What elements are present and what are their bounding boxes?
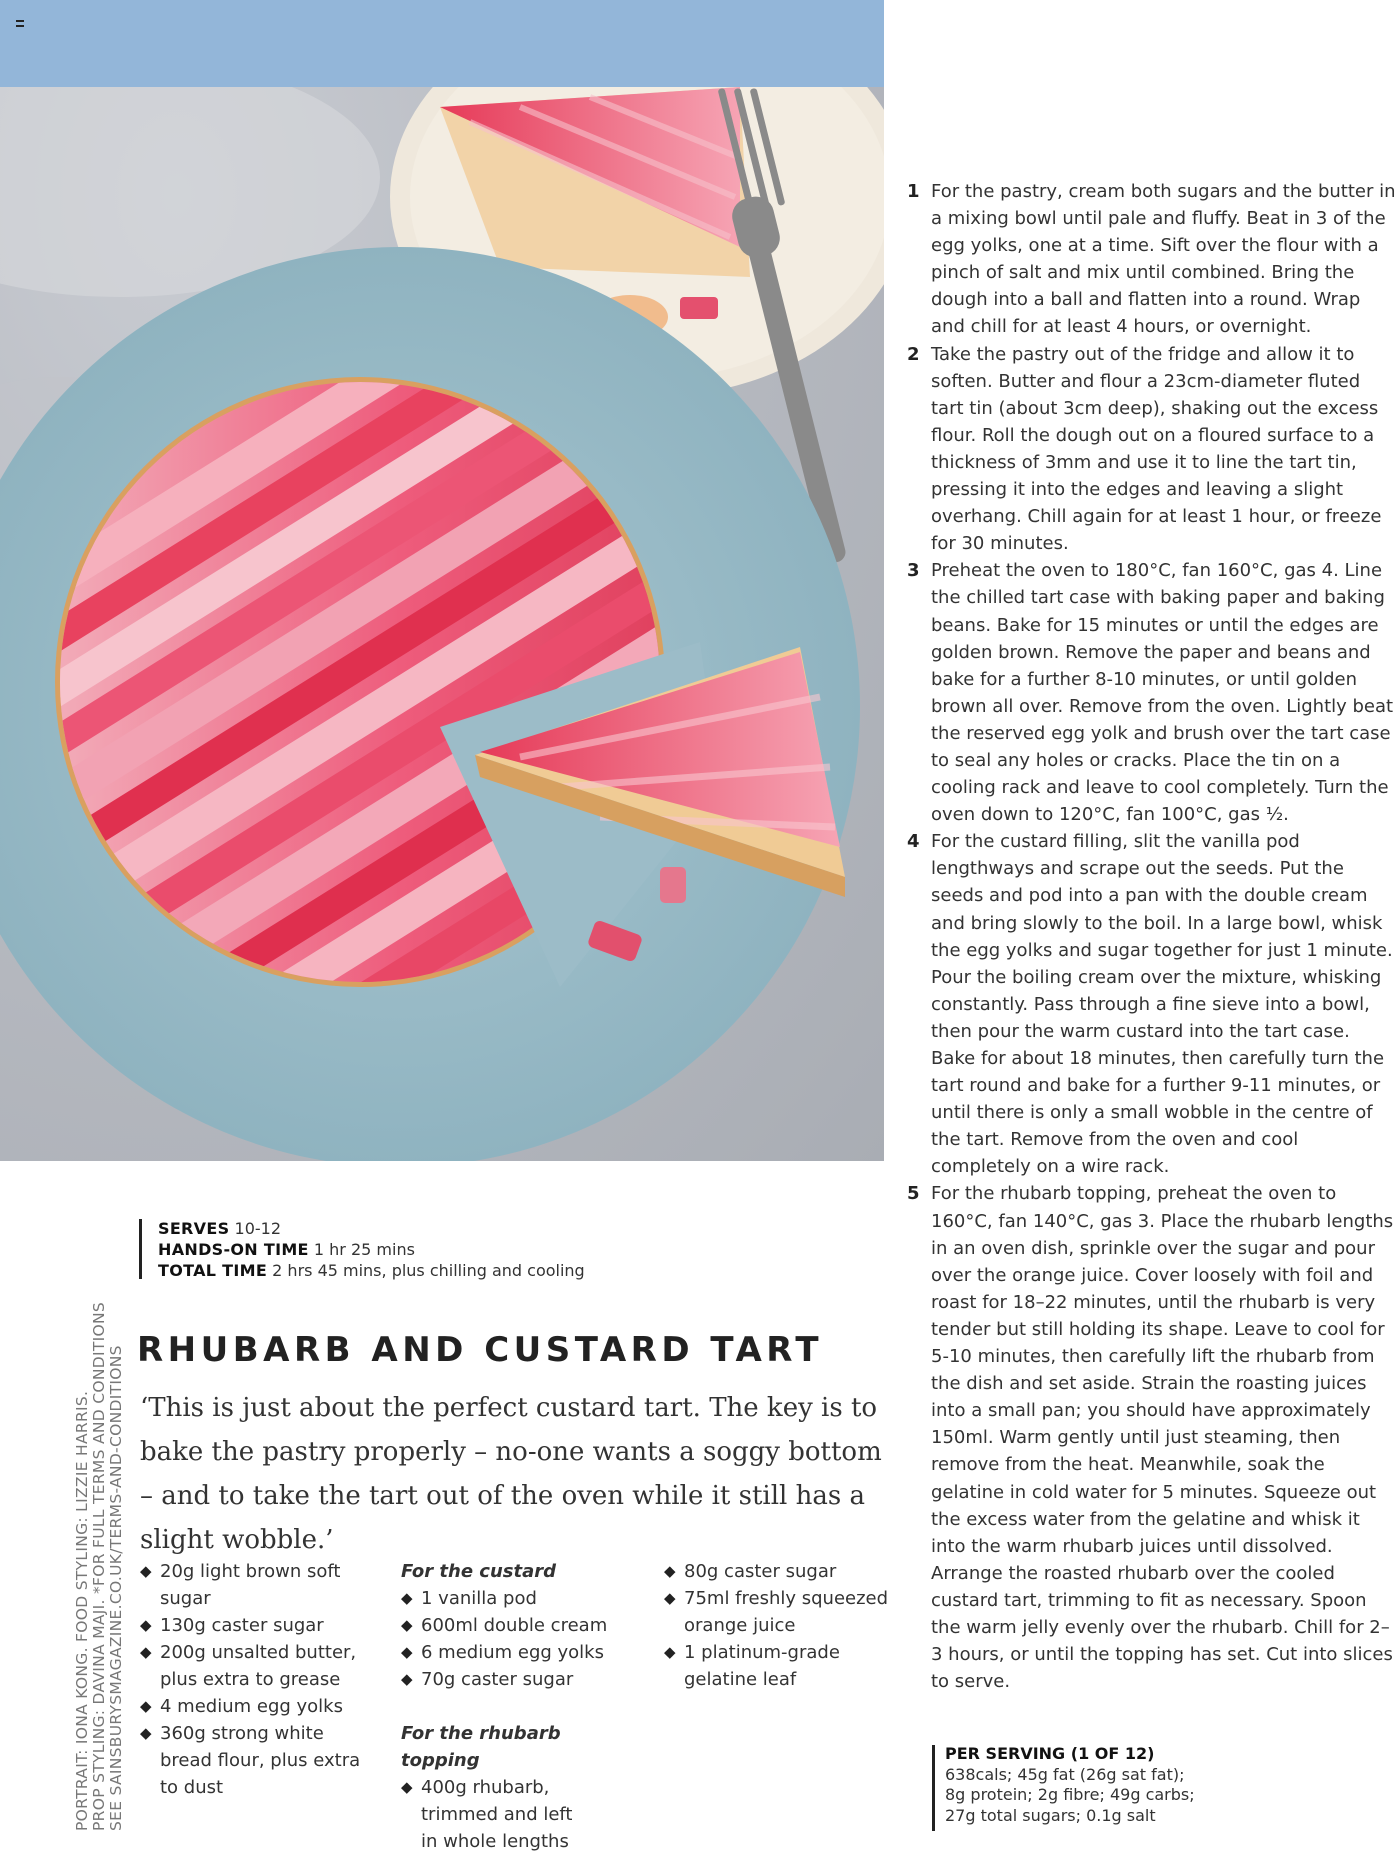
ingredient-item: ◆ 360g strong white bread flour, plus extra to dust xyxy=(140,1720,365,1801)
topping-heading: For the rhubarb topping xyxy=(401,1723,561,1771)
step-number: 1 xyxy=(907,181,920,202)
diamond-bullet-icon: ◆ xyxy=(140,1562,152,1580)
step-number: 5 xyxy=(907,1183,920,1205)
tart-illustration xyxy=(0,87,884,1161)
ingredient-item: ◆ 4 medium egg yolks xyxy=(140,1693,365,1720)
ingredients-column-1 xyxy=(140,1558,365,1801)
method-step xyxy=(907,178,1397,341)
ingredient-item: ◆ 70g caster sugar xyxy=(401,1666,641,1693)
method-steps xyxy=(907,178,1397,1695)
recipe-title: RHUBARB AND CUSTARD TART xyxy=(137,1330,824,1370)
ingredient-item: ◆ 1 platinum-grade gelatine leaf xyxy=(664,1639,864,1693)
credit-line: SEE SAINSBURYSMAGAZINE.CO.UK/TERMS-AND-CONDITIONS xyxy=(107,1345,125,1831)
diamond-bullet-icon: ◆ xyxy=(140,1643,152,1661)
custard-heading: For the custard xyxy=(401,1561,557,1582)
step-number: 3 xyxy=(907,560,920,582)
ingredient-item: ◆ 400g rhubarb, trimmed and left in whole lengths xyxy=(401,1774,591,1855)
credit-line: PROP STYLING: DAVINA MAJI. *FOR FULL TERMS AND CONDITIONS xyxy=(90,1301,108,1831)
method-step xyxy=(907,557,1397,828)
step-text: For the pastry, cream both sugars and the butter in a mixing bowl until pale and fluffy. Beat in 3 of the egg yolks, one at a time. Sift over the flour with a pinch of salt and mix until combined. Bring the dough into a ball and flatten into a round. Wrap and chill for at least 4 hours, or overnight. xyxy=(931,181,1396,338)
nutrition-line: 27g total sugars; 0.1g salt xyxy=(945,1805,1156,1825)
step-text: For the custard filling, slit the vanilla pod lengthways and scrape out the seeds. Put the seeds and pod into a pan with the double cream and bring slowly to the boil. In a large bowl, whisk the egg yolks and sugar together for just 1 minute. Pour the boiling cream over the mixture, whisking constantly. Pass through a fine sieve into a bowl, then pour the warm custard into the tart case. Bake for about 18 minutes, then carefully turn the tart round and bake for a further 9-11 minutes, or until there is only a small wobble in the centre of the tart. Remove from the oven and cool completely on a wire rack. xyxy=(931,831,1393,1178)
ingredient-item: ◆ 200g unsalted butter, plus extra to grease xyxy=(140,1639,365,1693)
diamond-bullet-icon: ◆ xyxy=(401,1643,413,1661)
hands-on-value: 1 hr 25 mins xyxy=(313,1240,415,1259)
header-band xyxy=(0,0,884,87)
nutrition-info xyxy=(945,1744,1245,1826)
total-time-value: 2 hrs 45 mins, plus chilling and cooling xyxy=(272,1261,585,1280)
recipe-quote: ‘This is just about the perfect custard tart. The key is to bake the pastry properly – no-one wants a soggy bottom – and to take the tart out of the oven while it still has a slight wobble.’ xyxy=(140,1393,882,1555)
method-step xyxy=(907,341,1397,558)
diamond-bullet-icon: ◆ xyxy=(140,1616,152,1634)
hands-on-line xyxy=(158,1239,585,1260)
diamond-bullet-icon: ◆ xyxy=(401,1670,413,1688)
step-text: Preheat the oven to 180°C, fan 160°C, gas 4. Line the chilled tart case with baking paper and baking beans. Bake for 15 minutes or until the edges are golden brown. Remove the paper and beans and bake for a further 8-10 minutes, or until golden brown all over. Remove from the oven. Lightly beat the reserved egg yolk and brush over the tart case to seal any holes or cracks. Place the tin on a cooling rack and leave to cool completely. Turn the oven down to 120°C, fan 100°C, gas ½. xyxy=(931,560,1394,826)
ingredient-item: ◆ 6 medium egg yolks xyxy=(401,1639,641,1666)
ingredient-item: ◆ 1 vanilla pod xyxy=(401,1585,641,1612)
diamond-bullet-icon: ◆ xyxy=(401,1778,413,1796)
step-number: 4 xyxy=(907,831,920,853)
photo-credit xyxy=(74,1302,125,1831)
total-time-line xyxy=(158,1260,585,1281)
diamond-bullet-icon: ◆ xyxy=(664,1643,676,1661)
diamond-bullet-icon: ◆ xyxy=(401,1589,413,1607)
ingredients-column-3 xyxy=(664,1558,904,1693)
credit-line: PORTRAIT: IONA KONG. FOOD STYLING: LIZZIE HARRIS. xyxy=(73,1390,91,1831)
total-time-label: TOTAL TIME xyxy=(158,1261,268,1280)
recipe-info xyxy=(158,1218,585,1281)
nutrition-line: 638cals; 45g fat (26g sat fat); xyxy=(945,1764,1185,1784)
nutrition-line: 8g protein; 2g fibre; 49g carbs; xyxy=(945,1785,1195,1804)
step-number: 2 xyxy=(907,343,920,365)
ingredient-item: ◆ 80g caster sugar xyxy=(664,1558,904,1585)
ingredient-item: ◆ 20g light brown soft sugar xyxy=(140,1558,365,1612)
tart-photo xyxy=(0,87,884,1161)
ingredient-item: ◆ 130g caster sugar xyxy=(140,1612,365,1639)
step-text: For the rhubarb topping, preheat the oven to 160°C, fan 140°C, gas 3. Place the rhubarb lengths in an oven dish, sprinkle over the sugar and pour over the orange juice. Cover loosely with foil and roast for 18–22 minutes, until the rhubarb is very tender but still holding its shape. Leave to cool for 5-10 minutes, then carefully lift the rhubarb from the dish and set aside. Strain the roasting juices into a small pan; you should have approximately 150ml. Warm gently until just steaming, then remove from the heat. Meanwhile, soak the gelatine in cold water for 5 minutes. Squeeze out the excess water from the gelatine and whisk it into the warm rhubarb juices until dissolved. Arrange the roasted rhubarb over the cooled custard tart, trimming to fit as necessary. Spoon the warm jelly evenly over the rhubarb. Chill for 2–3 hours, or until the topping has set. Cut into slices to serve. xyxy=(931,1183,1394,1693)
menu-icon xyxy=(16,20,24,27)
nutrition-heading: PER SERVING (1 OF 12) xyxy=(945,1744,1155,1763)
method-step xyxy=(907,828,1397,1180)
diamond-bullet-icon: ◆ xyxy=(664,1562,676,1580)
hands-on-label: HANDS-ON TIME xyxy=(158,1240,309,1259)
serves-label: SERVES xyxy=(158,1219,230,1238)
diamond-bullet-icon: ◆ xyxy=(140,1697,152,1715)
info-rule xyxy=(139,1219,142,1279)
method-step xyxy=(907,1180,1397,1695)
ingredient-item: ◆ 75ml freshly squeezed orange juice xyxy=(664,1585,894,1639)
serves-line xyxy=(158,1218,585,1239)
diamond-bullet-icon: ◆ xyxy=(664,1589,676,1607)
diamond-bullet-icon: ◆ xyxy=(401,1616,413,1634)
serves-value: 10-12 xyxy=(234,1219,282,1238)
ingredients-column-2 xyxy=(401,1558,641,1855)
diamond-bullet-icon: ◆ xyxy=(140,1724,152,1742)
step-text: Take the pastry out of the fridge and allow it to soften. Butter and flour a 23cm-diameter fluted tart tin (about 3cm deep), shaking out the excess flour. Roll the dough out on a floured surface to a thickness of 3mm and use it to line the tart tin, pressing it into the edges and leaving a slight overhang. Chill again for at least 1 hour, or freeze for 30 minutes. xyxy=(931,343,1382,555)
ingredient-item: ◆ 600ml double cream xyxy=(401,1612,641,1639)
nutrition-rule xyxy=(932,1745,935,1831)
